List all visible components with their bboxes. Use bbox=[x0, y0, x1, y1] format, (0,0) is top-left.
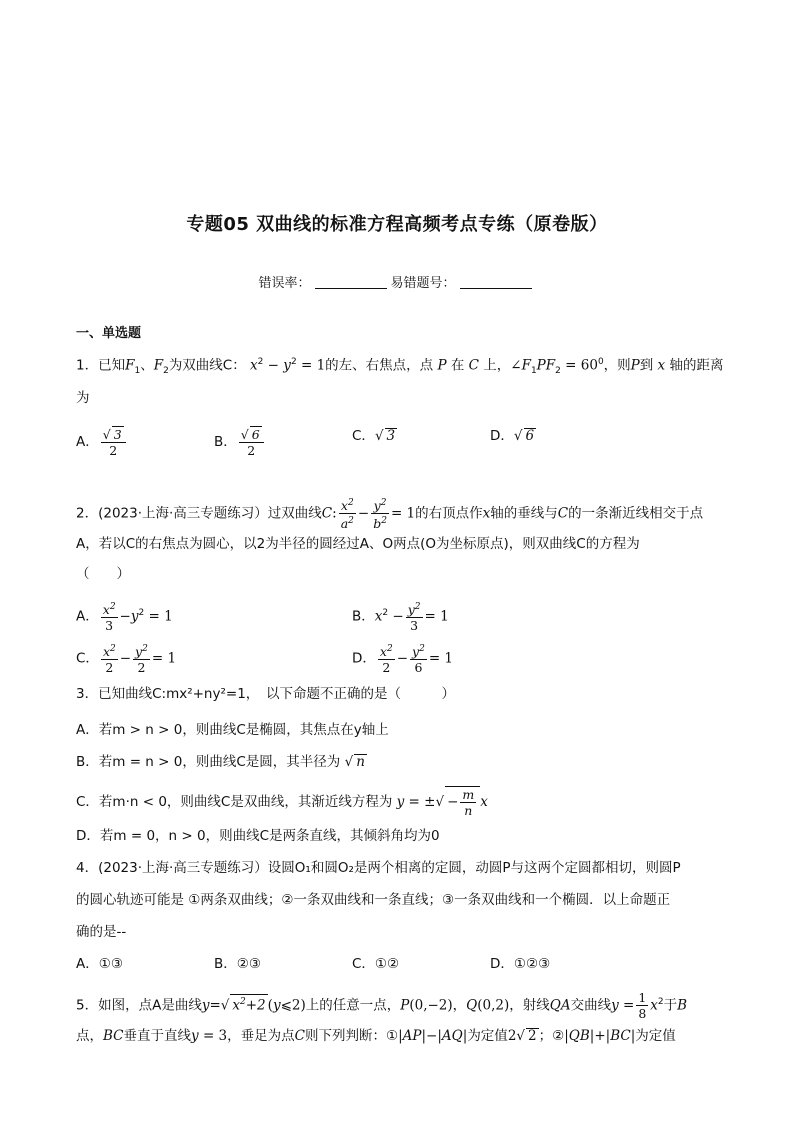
q2-stem-line1: 2．(2023·上海·高三专题练习）过双曲线C: $\frac{x^2}{a^2}$ − $\frac{y^2}{b^2}$ = 1的右顶点作x轴的垂线与C的一条渐近线相交于点 bbox=[76, 498, 704, 532]
q4-option-b: B．②③ bbox=[214, 956, 261, 972]
q4-stem-line3: 确的是-- bbox=[76, 924, 127, 940]
q1-option-c: C．√ 3 bbox=[352, 428, 396, 444]
error-stats-line bbox=[0, 272, 794, 291]
page-title: 专题05 双曲线的标准方程高频考点专练（原卷版） bbox=[186, 214, 608, 235]
q2-stem-line3: （ ） bbox=[76, 566, 130, 582]
section-heading: 一、单选题 bbox=[76, 326, 142, 341]
q1-stem-line2: 为 bbox=[76, 390, 90, 406]
q4-option-c: C．①② bbox=[352, 956, 400, 972]
q3-option-a: A．若m > n > 0，则曲线C是椭圆，其焦点在y轴上 bbox=[76, 722, 389, 738]
q4-option-a: A．①③ bbox=[76, 956, 123, 972]
q4-option-d: D．①②③ bbox=[490, 956, 551, 972]
error-item-blank bbox=[460, 274, 532, 289]
q3-option-d: D．若m = 0，n > 0，则曲线C是两条直线，其倾斜角均为0 bbox=[76, 828, 440, 844]
q1-stem-line1: 1．已知$F_1$、$F_2$为双曲线C： $x^2 - y^2 = 1$的左、右焦点，点 P 在 C 上，$\angle F_1PF_2 = 60^0$，则P到 x 轴的距离 bbox=[76, 357, 724, 377]
q2-stem-line2: A，若以C的右焦点为圆心，以2为半径的圆经过A、O两点(O为坐标原点)，则双曲线C的方程为 bbox=[76, 536, 640, 552]
q2-option-d: D． $\frac{x^2}{2}$ − $\frac{y^2}{6}$ = 1 bbox=[352, 644, 454, 676]
q4-stem-line1: 4．(2023·上海·高三专题练习）设圆O₁和圆O₂是两个相离的定圆，动圆P与这两个定圆都相切，则圆P bbox=[76, 860, 681, 876]
q4-stem-line2: 的圆心轨迹可能是 ①两条双曲线；②一条双曲线和一条直线；③一条双曲线和一个椭圆．以上命题正 bbox=[76, 892, 671, 908]
q3-option-c: C．若m·n < 0，则曲线C是双曲线，其渐近线方程为 y = ±√ − $\frac{m}{n}$ x bbox=[76, 787, 488, 818]
q3-stem: 3．已知曲线C:mx²+ny²=1， 以下命题不正确的是（ ） bbox=[76, 686, 456, 702]
q1-option-a: A． $\frac{√ 3}{2}$ bbox=[76, 426, 128, 458]
q5-stem-line1: 5．如图，点A是曲线y=√ $x^2+2$ (y⩽2)上的任意一点，P(0,−2)，Q(0,2)，射线QA交曲线y = $\frac{1}{8}$ $x^2$于B bbox=[76, 990, 688, 1021]
q2-option-b: B．$x^2$ − $\frac{y^2}{3}$ = 1 bbox=[352, 602, 449, 634]
q3-option-b: B．若m = n > 0，则曲线C是圆，其半径为 √ n bbox=[76, 754, 365, 770]
error-rate-label: 错误率： bbox=[258, 276, 311, 291]
q2-option-a: A． $\frac{x^2}{3}$ $-y^2 = 1$ bbox=[76, 602, 173, 634]
q1-option-b: B． $\frac{√ 6}{2}$ bbox=[214, 426, 266, 458]
q2-option-c: C． $\frac{x^2}{2}$ − $\frac{y^2}{2}$ = 1 bbox=[76, 644, 177, 676]
error-item-label: 易错题号： bbox=[390, 276, 456, 291]
error-rate-blank bbox=[315, 274, 387, 289]
q5-stem-line2: 点，BC垂直于直线y = 3，垂足为点C则下列判断：①|AP|−|AQ|为定值2√ 2 ；②|QB|+|BC|为定值 bbox=[76, 1028, 676, 1044]
q1-option-d: D．√ 6 bbox=[490, 428, 535, 444]
